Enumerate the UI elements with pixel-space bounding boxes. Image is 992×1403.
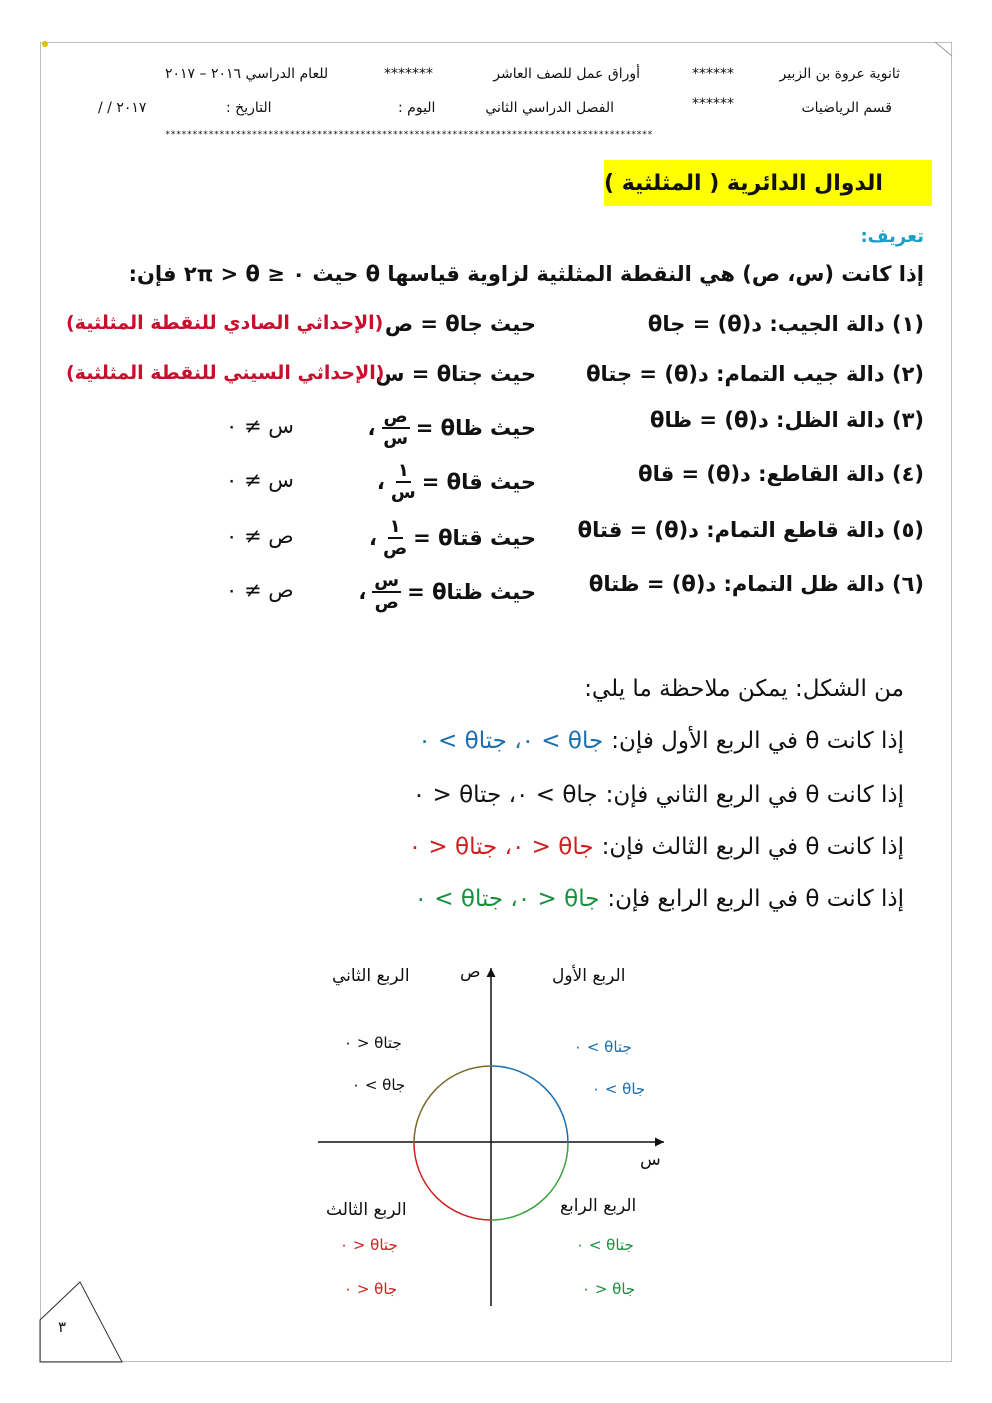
quadrant-3-cos: جتاθ < ٠ bbox=[340, 1236, 398, 1254]
observation-q4-sign: جاθ < ٠، جتاθ > ٠ bbox=[414, 886, 600, 912]
department-name: قسم الرياضيات bbox=[801, 100, 892, 116]
header-stars-mid: ******* bbox=[384, 66, 433, 82]
observation-q1-text: إذا كانت θ في الربع الأول فإن: bbox=[611, 728, 904, 754]
quadrant-2-label: الربع الثاني bbox=[332, 966, 410, 986]
definition-label: تعريف: bbox=[860, 226, 924, 247]
comma: ، bbox=[376, 470, 385, 494]
function-cosine-where: حيث جتاθ = س bbox=[375, 362, 536, 386]
function-secant-condition: س ≠ ٠ bbox=[226, 468, 294, 492]
function-cosecant-condition: ص ≠ ٠ bbox=[226, 524, 294, 548]
header-stars-2: ****** bbox=[692, 96, 734, 112]
comma: ، bbox=[367, 416, 376, 440]
function-tangent: (٣) دالة الظل: د(θ) = ظاθ bbox=[650, 408, 924, 432]
page-number: ٣ bbox=[58, 1318, 67, 1336]
observation-q1-sign: جاθ > ٠، جتاθ > ٠ bbox=[418, 728, 604, 754]
x-axis-label: س bbox=[640, 1150, 661, 1170]
quadrant-3-sin: جاθ < ٠ bbox=[344, 1280, 398, 1298]
academic-year: للعام الدراسي ٢٠١٦ – ٢٠١٧ bbox=[165, 66, 329, 82]
observation-q2-text: إذا كانت θ في الربع الثاني فإن: bbox=[605, 782, 904, 808]
quadrant-3-label: الربع الثالث bbox=[326, 1200, 407, 1220]
quadrant-2-sin: جاθ > ٠ bbox=[352, 1076, 406, 1094]
day-label: اليوم : bbox=[398, 100, 436, 116]
quadrant-2-cos: جتاθ < ٠ bbox=[344, 1034, 402, 1052]
fraction-denominator: ص bbox=[382, 538, 408, 559]
date-label: التاريخ : bbox=[226, 100, 272, 116]
function-cosecant-where-text: حيث قتاθ = bbox=[413, 526, 536, 550]
arc-quadrant-4 bbox=[491, 1143, 568, 1220]
arc-quadrant-1 bbox=[491, 1066, 568, 1143]
separator-line: ****************************************************************************************** bbox=[165, 130, 653, 140]
quadrant-4-sin: جاθ < ٠ bbox=[582, 1280, 636, 1298]
function-cotangent-condition: ص ≠ ٠ bbox=[226, 578, 294, 602]
function-secant-where-text: حيث قاθ = bbox=[421, 470, 536, 494]
fraction-numerator: س bbox=[374, 570, 400, 591]
quadrant-1-sin: جاθ > ٠ bbox=[592, 1080, 646, 1098]
school-name: ثانوية عروة بن الزبير bbox=[779, 66, 900, 82]
function-tangent-where-text: حيث ظاθ = bbox=[415, 416, 536, 440]
arc-quadrant-3 bbox=[414, 1143, 491, 1220]
function-sine: (١) دالة الجيب: د(θ) = جاθ bbox=[647, 312, 924, 336]
function-secant: (٤) دالة القاطع: د(θ) = قاθ bbox=[638, 462, 924, 486]
page-title: الدوال الدائرية ( المثلثية ) bbox=[604, 160, 932, 206]
function-sine-where: حيث جاθ = ص bbox=[384, 312, 536, 336]
function-cotangent: (٦) دالة ظل التمام: د(θ) = ظتاθ bbox=[588, 572, 924, 596]
semester: الفصل الدراسي الثاني bbox=[485, 100, 614, 116]
worksheets-title: أوراق عمل للصف العاشر bbox=[493, 66, 640, 82]
fraction-denominator: ص bbox=[374, 592, 399, 613]
fraction-denominator: س bbox=[383, 428, 409, 449]
function-cotangent-where-text: حيث ظتاθ = bbox=[407, 580, 536, 604]
function-cosine-note: (الإحداثي السيني للنقطة المثلثية) bbox=[66, 362, 385, 384]
quadrant-4-cos: جتاθ > ٠ bbox=[576, 1236, 634, 1254]
observation-q3-sign: جاθ < ٠، جتاθ < ٠ bbox=[408, 834, 594, 860]
observation-q4-text: إذا كانت θ في الربع الرابع فإن: bbox=[607, 886, 904, 912]
observation-q3-text: إذا كانت θ في الربع الثالث فإن: bbox=[601, 834, 904, 860]
quadrant-1-label: الربع الأول bbox=[552, 966, 626, 986]
function-cosecant: (٥) دالة قاطع التمام: د(θ) = قتاθ bbox=[577, 518, 924, 542]
y-axis-label: ص bbox=[460, 962, 481, 982]
function-cosine: (٢) دالة جيب التمام: د(θ) = جتاθ bbox=[586, 362, 924, 386]
quadrant-4-label: الربع الرابع bbox=[560, 1196, 637, 1216]
date-value: / / ٢٠١٧ bbox=[98, 100, 147, 116]
definition-statement: إذا كانت (س، ص) هي النقطة المثلثية لزاوية قياسها θ حيث ٠ ≤ θ < ٢π فإن: bbox=[128, 262, 924, 286]
function-tangent-condition: س ≠ ٠ bbox=[226, 414, 294, 438]
fraction-numerator: ١ bbox=[397, 460, 409, 481]
fraction-numerator: ص bbox=[383, 406, 408, 427]
quadrant-1-cos: جتاθ > ٠ bbox=[574, 1038, 632, 1056]
arc-quadrant-2 bbox=[414, 1066, 491, 1143]
function-sine-note: (الإحداثي الصادي للنقطة المثلثية) bbox=[66, 312, 384, 334]
observations-intro: من الشكل: يمكن ملاحظة ما يلي: bbox=[584, 676, 904, 702]
fraction-denominator: س bbox=[390, 482, 416, 503]
header-stars: ****** bbox=[692, 66, 734, 82]
observation-q2-sign: جاθ > ٠، جتاθ < ٠ bbox=[412, 782, 598, 808]
fraction-numerator: ١ bbox=[389, 516, 401, 537]
comma: ، bbox=[368, 526, 377, 550]
comma: ، bbox=[358, 580, 367, 604]
